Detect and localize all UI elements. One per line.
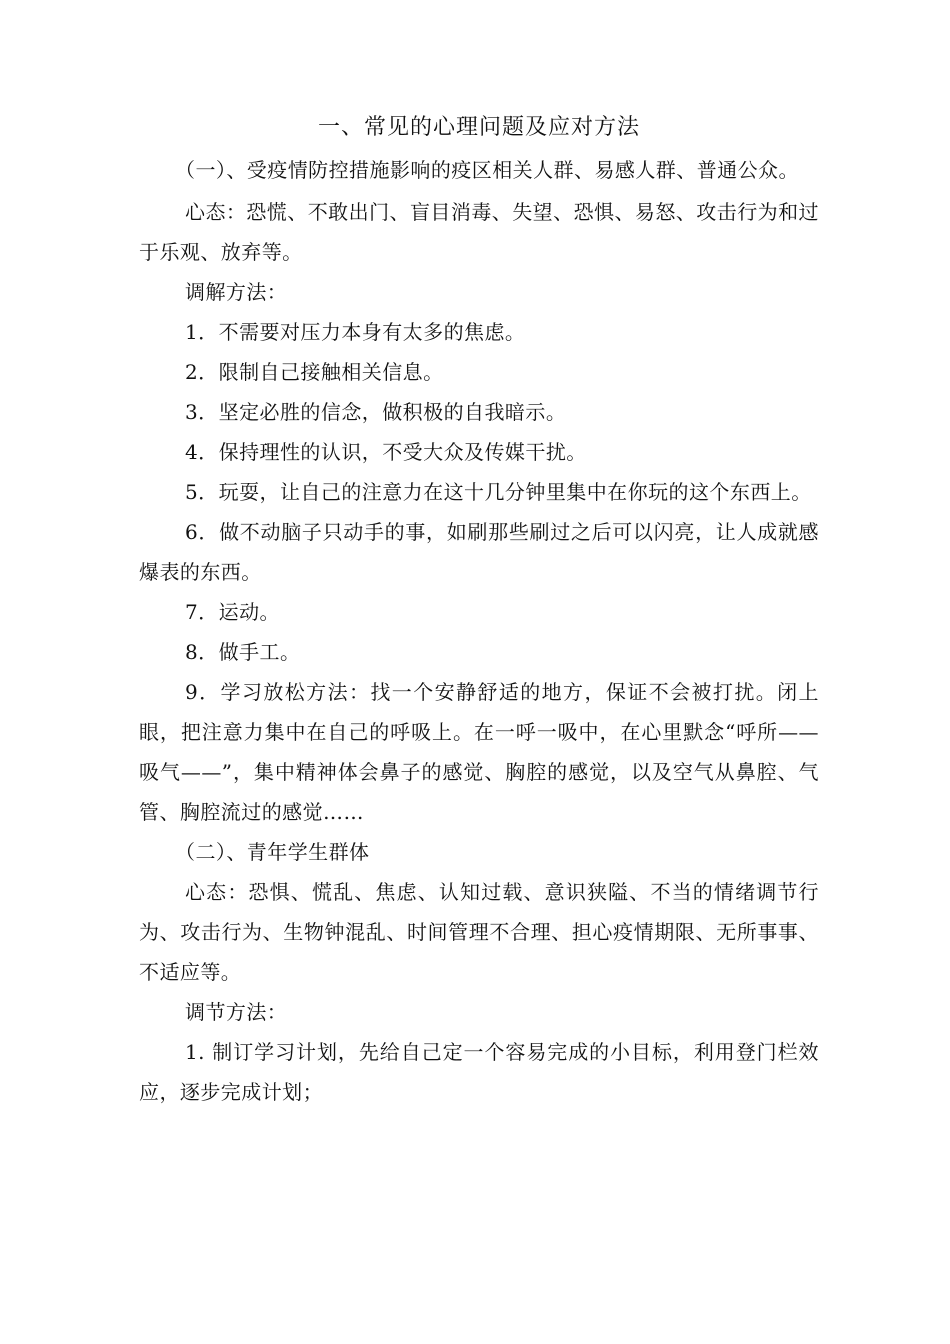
method-item-3: 3．坚定必胜的信念，做积极的自我暗示。 — [185, 400, 567, 424]
method-item-6: 6．做不动脑子只动手的事，如刷那些刷过之后可以闪亮，让人成就感爆表的东西。 — [139, 520, 819, 584]
method-item-9: 9．学习放松方法：找一个安静舒适的地方，保证不会被打扰。闭上眼，把注意力集中在自己的呼吸上。在一呼一吸中，在心里默念“呼所——吸气——”，集中精神体会鼻子的感觉、胸腔的感觉，以及空气从鼻腔、气管、胸腔流过的感觉…… — [139, 680, 819, 824]
method-item-2: 2．限制自己接触相关信息。 — [185, 360, 444, 384]
method-item-8: 8．做手工。 — [185, 640, 301, 664]
method-item-2-1: 1. 制订学习计划，先给自己定一个容易完成的小目标，利用登门栏效应，逐步完成计划； — [139, 1040, 819, 1104]
mindset-paragraph-1: 心态：恐慌、不敢出门、盲目消毒、失望、恐惧、易怒、攻击行为和过于乐观、放弃等。 — [139, 200, 819, 264]
section-heading-2: （二）、青年学生群体 — [175, 840, 370, 864]
method-item-1: 1．不需要对压力本身有太多的焦虑。 — [185, 320, 526, 344]
method-item-7: 7．运动。 — [185, 600, 280, 624]
document-content — [139, 106, 819, 1112]
section-heading-1: （一）、受疫情防控措施影响的疫区相关人群、易感人群、普通公众。 — [175, 158, 799, 182]
method-heading-2: 调节方法： — [185, 1000, 288, 1024]
method-item-5: 5．玩耍，让自己的注意力在这十几分钟里集中在你玩的这个东西上。 — [185, 480, 812, 504]
document-title: 一、常见的心理问题及应对方法 — [317, 115, 640, 140]
method-item-4: 4．保持理性的认识，不受大众及传媒干扰。 — [185, 440, 587, 464]
mindset-paragraph-2: 心态：恐惧、慌乱、焦虑、认知过载、意识狭隘、不当的情绪调节行为、攻击行为、生物钟混乱、时间管理不合理、担心疫情期限、无所事事、不适应等。 — [139, 880, 819, 984]
method-heading-1: 调解方法： — [185, 280, 288, 304]
